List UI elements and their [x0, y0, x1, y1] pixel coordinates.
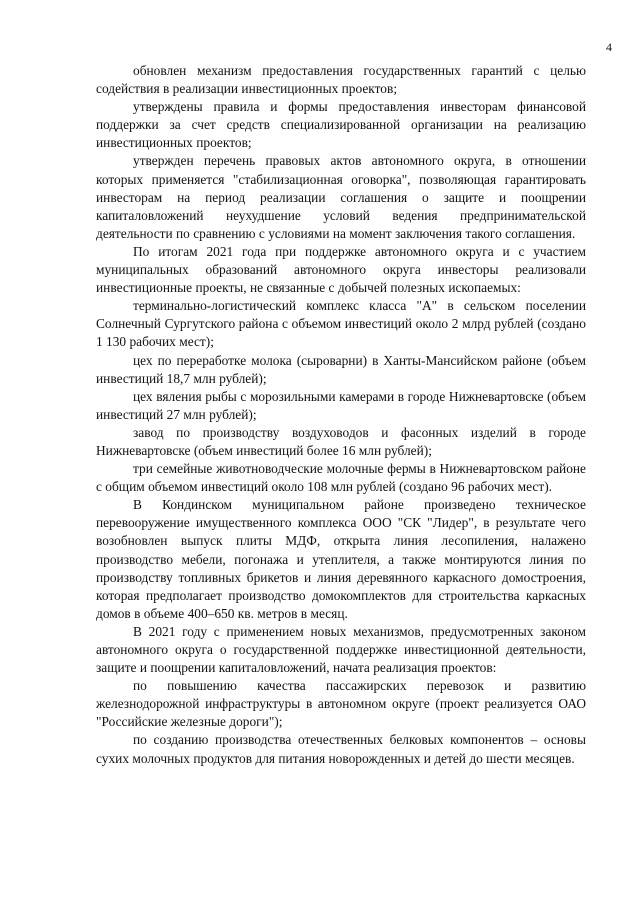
- paragraph: три семейные животноводческие молочные фермы в Нижневартовском районе с общим объемом инвестиций около 108 млн рублей (создано 96 рабочих мест).: [96, 461, 586, 495]
- paragraph: обновлен механизм предоставления государственных гарантий с целью содействия в реализации инвестиционных проектов;: [96, 63, 586, 97]
- paragraph: В 2021 году с применением новых механизмов, предусмотренных законом автономного округа о государственной поддержке инвестиционной деятельности, защите и поощрении капиталовложений, начата реализация проектов:: [96, 623, 586, 676]
- paragraph: по повышению качества пассажирских перевозок и развитию железнодорожной инфраструктуры в автономном округе (проект реализуется ОАО "Российские железные дороги");: [96, 678, 586, 730]
- paragraph: В Кондинском муниципальном районе произведено техническое перевооружение имущественного комплекса ООО "СК "Лидер", в результате чего возобновлен выпуск плиты МДФ, открыта линия лесопиления, налажено производство мебели, погонажа и утеплителя, а также монтируются линия по производству топливных брикетов и линия деревянного каркасного домостроения, которая предполагает производство домокомплектов для строительства каркасных домов в объеме 400–650 кв. метров в месяц.: [96, 497, 586, 621]
- paragraph: утвержден перечень правовых актов автономного округа, в отношении которых применяется "стабилизационная оговорка", позволяющая гарантировать инвесторам на период реализации соглашения о защите и поощрении капиталовложений неухудшение условий ведения предпринимательской деятельности по сравнению с условиями на момент заключения такого соглашения.: [96, 153, 586, 241]
- page-number: 4: [606, 40, 612, 54]
- paragraph: завод по производству воздуховодов и фасонных изделий в городе Нижневартовске (объем инвестиций более 16 млн рублей);: [96, 424, 586, 458]
- document-body: [96, 62, 586, 768]
- paragraph: по созданию производства отечественных белковых компонентов – основы сухих молочных продуктов для питания новорожденных и детей до шести месяцев.: [96, 732, 586, 766]
- paragraph: цех по переработке молока (сыроварни) в Ханты-Мансийском районе (объем инвестиций 18,7 млн рублей);: [96, 352, 586, 386]
- paragraph: По итогам 2021 года при поддержке автономного округа и с участием муниципальных образований автономного округа инвесторы реализовали инвестиционные проекты, не связанные с добычей полезных ископаемых:: [96, 243, 586, 296]
- paragraph: утверждены правила и формы предоставления инвесторам финансовой поддержки за счет средств специализированной организации на реализацию инвестиционных проектов;: [96, 99, 586, 151]
- paragraph: цех вяления рыбы с морозильными камерами в городе Нижневартовске (объем инвестиций 27 млн рублей);: [96, 388, 586, 422]
- paragraph: терминально-логистический комплекс класса "А" в сельском поселении Солнечный Сургутского района с объемом инвестиций около 2 млрд рублей (создано 1 130 рабочих мест);: [96, 298, 586, 350]
